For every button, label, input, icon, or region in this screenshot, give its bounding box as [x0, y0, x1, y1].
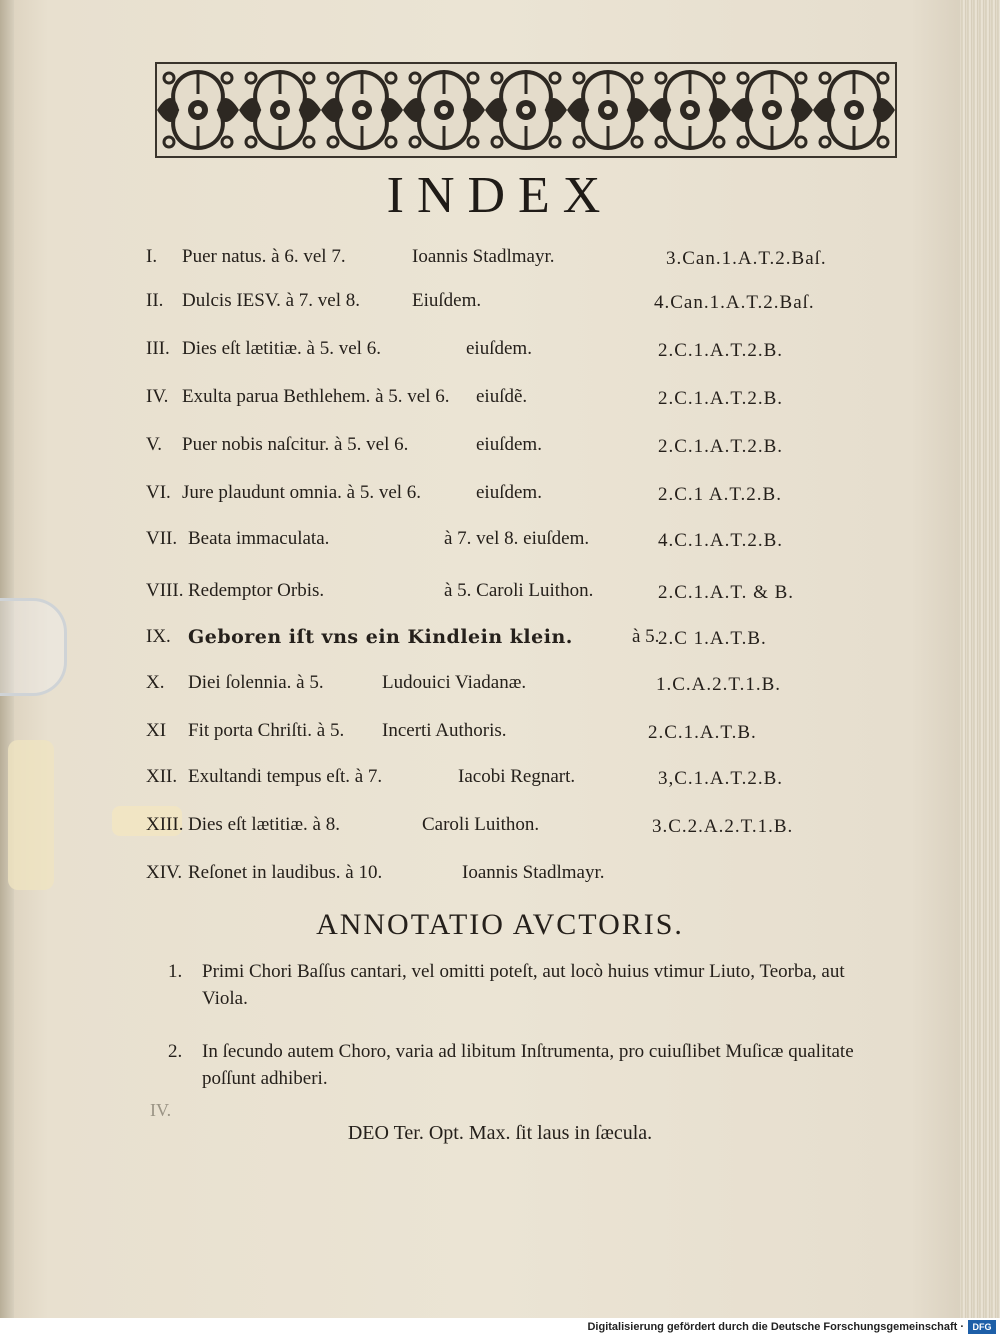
entry-title: Puer nobis naſcitur. à 5. vel 6.	[182, 434, 409, 455]
index-entry-row	[146, 242, 906, 276]
entry-number: II.	[146, 290, 164, 311]
entry-composer: à 5. Caroli Luithon.	[444, 580, 594, 601]
entry-title: Puer natus. à 6. vel 7.	[182, 246, 346, 267]
entry-number: IV.	[146, 386, 169, 407]
entry-number: V.	[146, 434, 163, 455]
index-entry-row	[146, 858, 906, 892]
page-clip	[0, 598, 67, 696]
entry-title: Beata immaculata.	[188, 528, 330, 549]
index-entry-row	[146, 668, 906, 702]
entry-voicing: 2.C.1.A.T.2.B.	[658, 340, 784, 361]
entry-title: Fit porta Chriſti. à 5.	[188, 720, 345, 741]
entry-number: XIV.	[146, 862, 183, 883]
entry-title: Jure plaudunt omnia. à 5. vel 6.	[182, 482, 422, 503]
entry-number: XII.	[146, 766, 178, 787]
note-text: Primi Chori Baſſus cantari, vel omitti poteſt, aut locò huius vtimur Liuto, Teorba, aut Viola.	[202, 961, 845, 1009]
entry-voicing: 2.C.1 A.T.2.B.	[658, 484, 782, 505]
index-entry-row	[146, 382, 906, 416]
entry-composer: eiuſdẽ.	[476, 386, 528, 407]
entry-voicing: 4.C.1.A.T.2.B.	[658, 530, 784, 551]
entry-voicing: 3,C.1.A.T.2.B.	[658, 768, 784, 789]
index-entry-row	[146, 524, 906, 558]
note-marker: 1.	[168, 961, 183, 982]
entry-voicing: 2.C 1.A.T.B.	[658, 628, 767, 649]
entry-title: Diei ſolennia. à 5.	[188, 672, 324, 693]
entry-number: I.	[146, 246, 158, 267]
entry-composer: Ioannis Stadlmayr.	[462, 862, 605, 883]
entry-composer: Incerti Authoris.	[382, 720, 507, 741]
entry-voicing: 4.Can.1.A.T.2.Baſ.	[654, 292, 815, 313]
entry-title: Exulta parua Bethlehem. à 5. vel 6.	[182, 386, 450, 407]
entry-composer: Ioannis Stadlmayr.	[412, 246, 555, 267]
index-entry-row	[146, 622, 906, 656]
footer-credit: Digitalisierung gefördert durch die Deutsche Forschungsgemeinschaft ·	[587, 1321, 964, 1333]
entry-title: Exultandi tempus eſt. à 7.	[188, 766, 383, 787]
index-entry-row	[146, 762, 906, 796]
note-marker: 2.	[168, 1041, 183, 1062]
entry-voicing: 3.C.2.A.2.T.1.B.	[652, 816, 794, 837]
annotation-note	[168, 1038, 888, 1098]
closing-doxology: DEO Ter. Opt. Max. ſit laus in ſæcula.	[347, 1122, 653, 1144]
entry-number: IX.	[146, 626, 171, 647]
entry-number: XI	[146, 720, 167, 741]
entry-voicing: 1.C.A.2.T.1.B.	[656, 674, 782, 695]
entry-number: VII.	[146, 528, 178, 549]
index-entry-row	[146, 430, 906, 464]
index-entry-row	[146, 576, 906, 610]
index-title: INDEX	[386, 167, 614, 224]
ornament-pattern	[157, 64, 895, 156]
entry-composer: Iacobi Regnart.	[458, 766, 576, 787]
entry-composer: Caroli Luithon.	[422, 814, 540, 835]
bleed-through-mark: IV.	[150, 1100, 172, 1120]
entry-composer: eiuſdem.	[476, 434, 542, 455]
entry-composer: Ludouici Viadanæ.	[382, 672, 527, 693]
entry-composer: à 5.	[632, 626, 660, 647]
entry-title: Geboren iſt vns ein Kindlein klein.	[188, 626, 573, 648]
entry-composer: eiuſdem.	[466, 338, 532, 359]
entry-title: Dies eſt lætitiæ. à 5. vel 6.	[182, 338, 381, 359]
entry-title: Redemptor Orbis.	[188, 580, 325, 601]
entry-voicing: 2.C.1.A.T.2.B.	[658, 436, 784, 457]
entry-voicing: 2.C.1.A.T.B.	[648, 722, 757, 743]
entry-voicing: 2.C.1.A.T.2.B.	[658, 388, 784, 409]
entry-number: III.	[146, 338, 170, 359]
entry-composer: à 7. vel 8. eiuſdem.	[444, 528, 590, 549]
index-entry-row	[146, 810, 906, 844]
entry-number: XIII.	[146, 814, 184, 835]
ornamental-header-band	[155, 62, 897, 158]
note-text: In ſecundo autem Choro, varia ad libitum Inſtrumenta, pro cuiuſlibet Muſicæ qualitate poſſunt adhiberi.	[202, 1041, 854, 1089]
index-entry-row	[146, 286, 906, 320]
entry-number: VIII.	[146, 580, 184, 601]
entry-title: Dies eſt lætitiæ. à 8.	[188, 814, 340, 835]
entry-voicing: 3.Can.1.A.T.2.Baſ.	[666, 248, 827, 269]
entry-title: Dulcis IESV. à 7. vel 8.	[182, 290, 361, 311]
index-entry-row	[146, 478, 906, 512]
index-entry-row	[146, 334, 906, 368]
paper-stain	[8, 740, 54, 890]
entry-number: X.	[146, 672, 165, 693]
dfg-logo: DFG	[968, 1320, 996, 1334]
annotatio-heading: ANNOTATIO AVCTORIS.	[316, 908, 684, 941]
entry-composer: eiuſdem.	[476, 482, 542, 503]
annotation-note	[168, 958, 888, 1018]
entry-title: Reſonet in laudibus. à 10.	[188, 862, 383, 883]
index-entry-row	[146, 716, 906, 750]
entry-voicing: 2.C.1.A.T. & B.	[658, 582, 795, 603]
entry-number: VI.	[146, 482, 171, 503]
entry-composer: Eiuſdem.	[412, 290, 482, 311]
